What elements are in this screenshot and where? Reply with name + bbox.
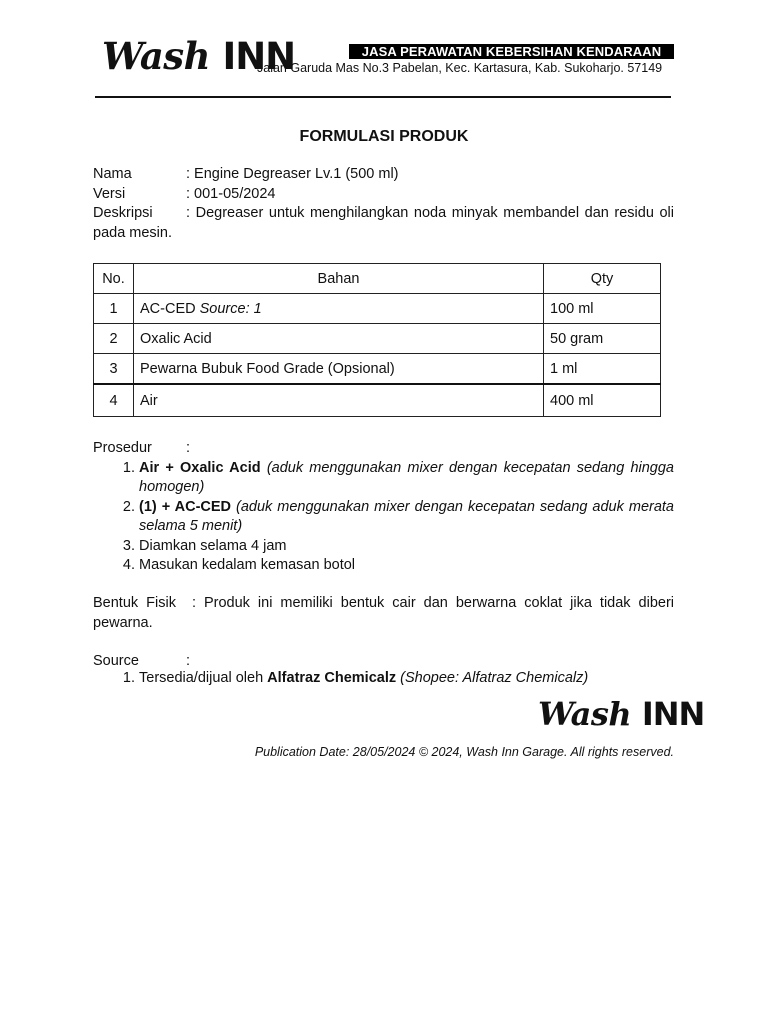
cell-bahan: Pewarna Bubuk Food Grade (Opsional)	[134, 354, 544, 385]
prosedur-label: Prosedur	[93, 440, 152, 456]
deskripsi-label: Deskripsi	[93, 205, 153, 221]
list-item: 4. Masukan kedalam kemasan botol	[139, 556, 674, 576]
list-item	[139, 498, 674, 537]
table-header-row	[94, 264, 661, 294]
versi-value: : 001-05/2024	[186, 185, 276, 202]
bentuk-fisik-section	[93, 594, 674, 633]
logo-wash-text: Wash	[102, 34, 211, 78]
formula-table	[93, 263, 661, 417]
list-item: 3. Diamkan selama 4 jam	[139, 537, 674, 557]
step-bold: (1) + AC-CED	[139, 498, 232, 515]
col-header-no: No.	[94, 264, 134, 294]
source-colon: :	[186, 653, 191, 669]
list-item	[139, 669, 674, 689]
document-title: FORMULASI PRODUK	[299, 128, 469, 145]
step-italic: (aduk menggunakan mixer dengan kecepatan sedang hingga homogen)	[139, 459, 675, 495]
source-shop: (Shopee: Alfatraz Chemicalz)	[400, 669, 589, 686]
cell-qty: 50 gram	[544, 324, 661, 354]
list-item	[139, 459, 674, 498]
prosedur-heading	[93, 439, 674, 459]
deskripsi-value: : Degreaser untuk menghilangkan noda minyak membandel dan residu oli pada mesin.	[93, 205, 674, 241]
cell-qty: 1 ml	[544, 354, 661, 385]
publication-footer: Publication Date: 28/05/2024 © 2024, Wash Inn Garage. All rights reserved.	[254, 745, 674, 759]
table-row	[94, 294, 661, 324]
source-list	[93, 669, 674, 689]
cell-bahan: Oxalic Acid	[134, 324, 544, 354]
company-tagline: JASA PERAWATAN KEBERSIHAN KENDARAAN	[349, 44, 674, 59]
company-address: Jalan Garuda Mas No.3 Pabelan, Kec. Kartasura, Kab. Sukoharjo. 57149	[257, 61, 663, 75]
cell-no: 3	[94, 354, 134, 385]
col-header-bahan: Bahan	[134, 264, 544, 294]
step-italic: (aduk menggunakan mixer dengan kecepatan sedang aduk merata selama 5 menit)	[139, 498, 674, 534]
cell-bahan	[134, 294, 544, 324]
source-section	[93, 652, 674, 688]
meta-versi	[93, 185, 674, 205]
wash-inn-logo-bottom	[538, 695, 705, 733]
cell-no: 1	[94, 294, 134, 324]
header-divider	[95, 96, 671, 98]
bahan-source-note: Source: 1	[199, 300, 262, 317]
prosedur-colon: :	[186, 440, 191, 456]
versi-label: Versi	[93, 185, 126, 202]
logo-inn-text: INN	[641, 695, 705, 733]
bentuk-fisik-label: Bentuk Fisik	[93, 595, 176, 611]
prosedur-section	[93, 439, 674, 576]
logo-inn-text: INN	[222, 35, 296, 78]
nama-label: Nama	[93, 166, 132, 182]
source-label: Source	[93, 653, 139, 669]
cell-qty: 400 ml	[544, 384, 661, 417]
cell-bahan: Air	[134, 384, 544, 417]
meta-deskripsi	[93, 204, 674, 243]
cell-qty: 100 ml	[544, 294, 661, 324]
bahan-name: AC-CED	[140, 300, 196, 317]
source-text: Tersedia/dijual oleh	[139, 669, 264, 686]
col-header-qty: Qty	[544, 264, 661, 294]
table-row	[94, 324, 661, 354]
logo-wash-text: Wash	[538, 695, 632, 733]
nama-value: : Engine Degreaser Lv.1 (500 ml)	[186, 166, 399, 182]
source-seller: Alfatraz Chemicalz	[267, 669, 397, 686]
table-row	[94, 354, 661, 385]
cell-no: 4	[94, 384, 134, 417]
meta-nama	[93, 165, 674, 185]
prosedur-steps	[93, 459, 674, 576]
step-bold: Air + Oxalic Acid	[139, 459, 261, 476]
table-row	[94, 384, 661, 417]
bentuk-fisik-value: : Produk ini memiliki bentuk cair dan berwarna coklat jika tidak diberi pewarna.	[93, 595, 675, 631]
cell-no: 2	[94, 324, 134, 354]
